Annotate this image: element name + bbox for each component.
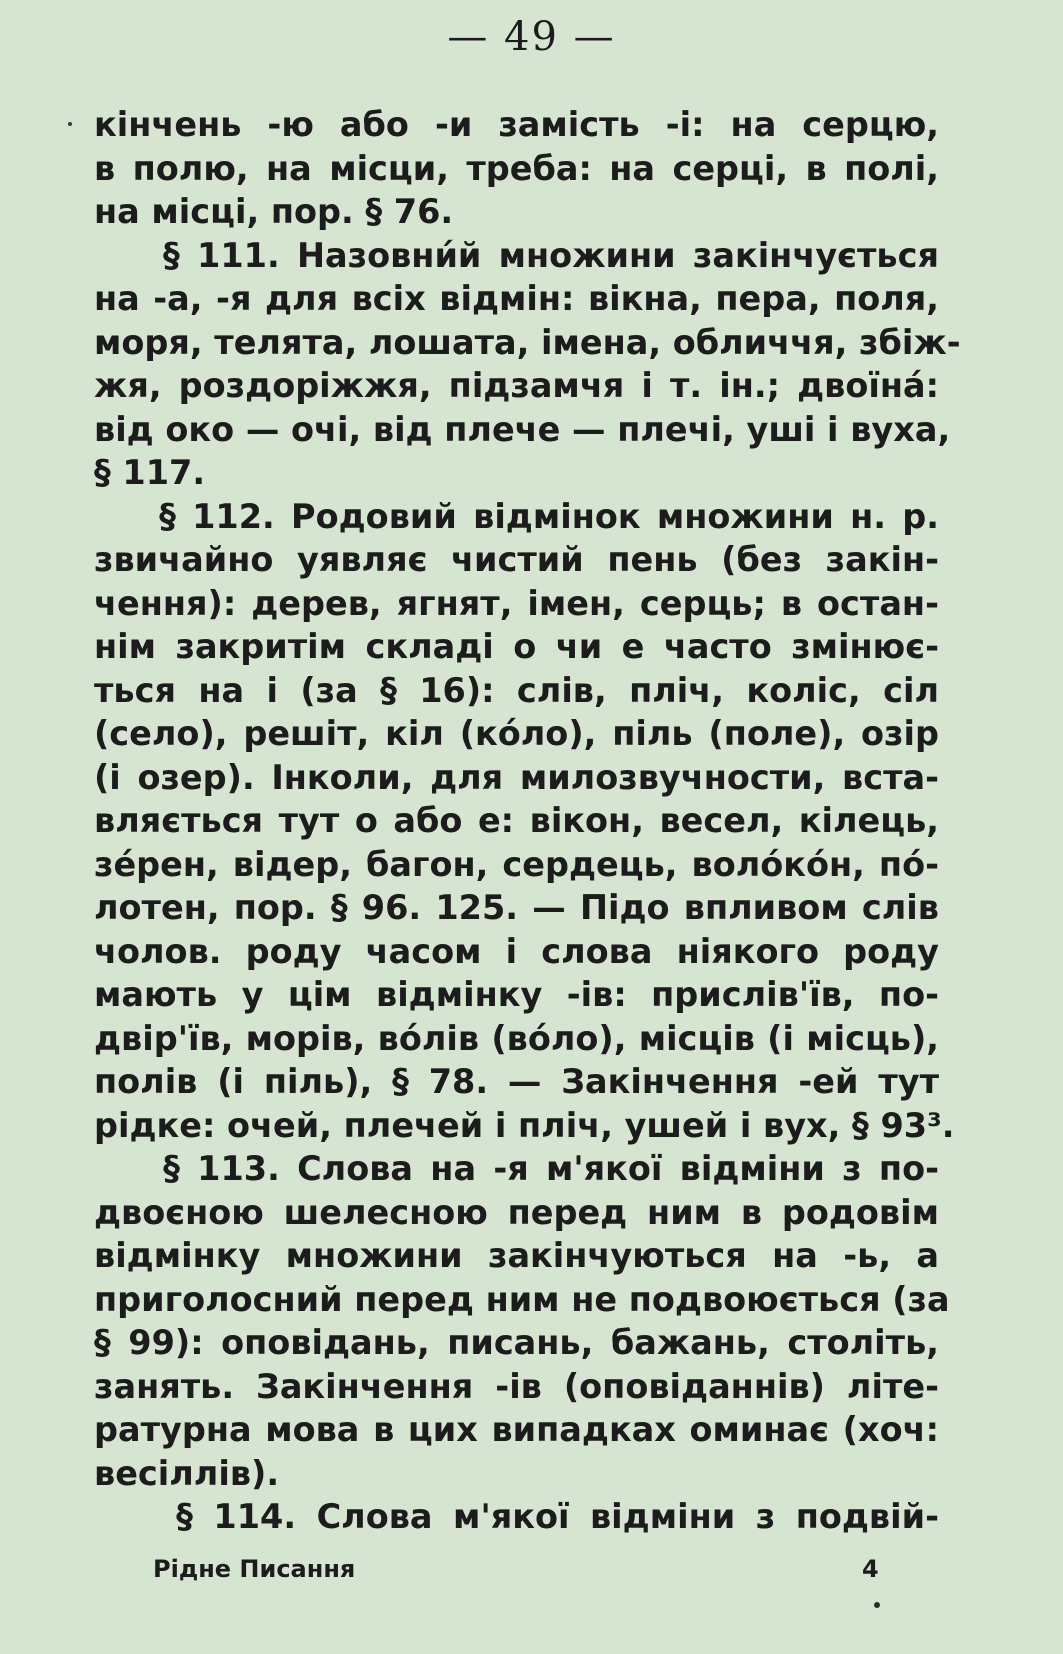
text-line: § 111. Назовни́й множини закінчується (94, 235, 939, 275)
text-line: мають у цім відмінку -ів: прислів'їв, по- (94, 975, 939, 1014)
body-text (94, 103, 961, 1539)
text-line: занять. Закінчення -ів (оповіданнів) літе- (94, 1366, 939, 1406)
text-line: кінчень -ю або -и замість -і: на серцю, (94, 105, 939, 144)
text-line: § 114. Слова м'якої відміни з подвій- (94, 1497, 939, 1536)
text-line: двоєною шелесною перед ним в родовім (94, 1192, 939, 1232)
text-line: приголосний перед ним не подвоюється (за (94, 1279, 950, 1319)
text-line: відмінку множини закінчуються на -ь, а (94, 1236, 939, 1275)
text-line: від око — очі, від плече — плечі, уші і вуха, (94, 409, 951, 449)
text-line: ратурна мова в цих випадках оминає (хоч: (94, 1410, 939, 1449)
text-line: рідке: очей, плечей і пліч, ушей і вух, § 93³. (94, 1105, 955, 1145)
text-line: (і озер). Інколи, для милозвучности, вста- (94, 757, 939, 797)
text-line: § 113. Слова на -я м'якої відміни з по- (94, 1149, 939, 1188)
footer-book-title: Рідне Писання (153, 1555, 356, 1583)
text-line: в полю, на місци, треба: на серці, в полі, (94, 148, 939, 188)
print-speck (68, 122, 72, 126)
text-line: весіллів). (94, 1453, 280, 1493)
text-line: § 117. (94, 453, 206, 492)
page-number: — 49 — (447, 14, 616, 60)
text-line: жя, роздоріжжя, підзамчя і т. ін.; двоїна́: (94, 366, 939, 405)
text-line: двір'їв, морів, во́лів (во́ло), місців (і місць), (94, 1018, 939, 1058)
text-line: § 112. Родовий відмінок множини н. р. (94, 496, 939, 536)
text-line: лотен, пор. § 96. 125. — Підо впливом слів (94, 888, 939, 927)
text-line: на місці, пор. § 76. (94, 192, 454, 231)
text-line: полів (і піль), § 78. — Закінчення -ей тут (94, 1062, 939, 1101)
footer-signature-mark: 4 (862, 1555, 879, 1583)
text-line: чення): дерев, ягнят, імен, серць; в остан- (94, 583, 939, 623)
text-line: звичайно уявляє чистий пень (без закін- (94, 540, 939, 579)
text-line: нім закритім складі о чи е часто змінює- (94, 627, 939, 666)
text-line: на -а, -я для всіх відмін: вікна, пера, поля, (94, 279, 939, 318)
text-line: моря, телята, лошата, імена, обличчя, збіж- (94, 322, 961, 362)
text-line: чолов. роду часом і слова ніякого роду (94, 931, 939, 971)
text-line: вляється тут о або е: вікон, весел, кілець, (94, 801, 939, 840)
text-line: § 99): оповідань, писань, бажань, століть, (94, 1323, 939, 1362)
text-line: (село), решіт, кіл (ко́ло), піль (поле), озір (94, 714, 939, 753)
text-line: ться на і (за § 16): слів, пліч, коліс, сіл (94, 670, 939, 710)
text-line: зе́рен, відер, багон, сердець, воло́ко́н, по́- (94, 844, 939, 884)
print-dot (874, 1602, 880, 1608)
